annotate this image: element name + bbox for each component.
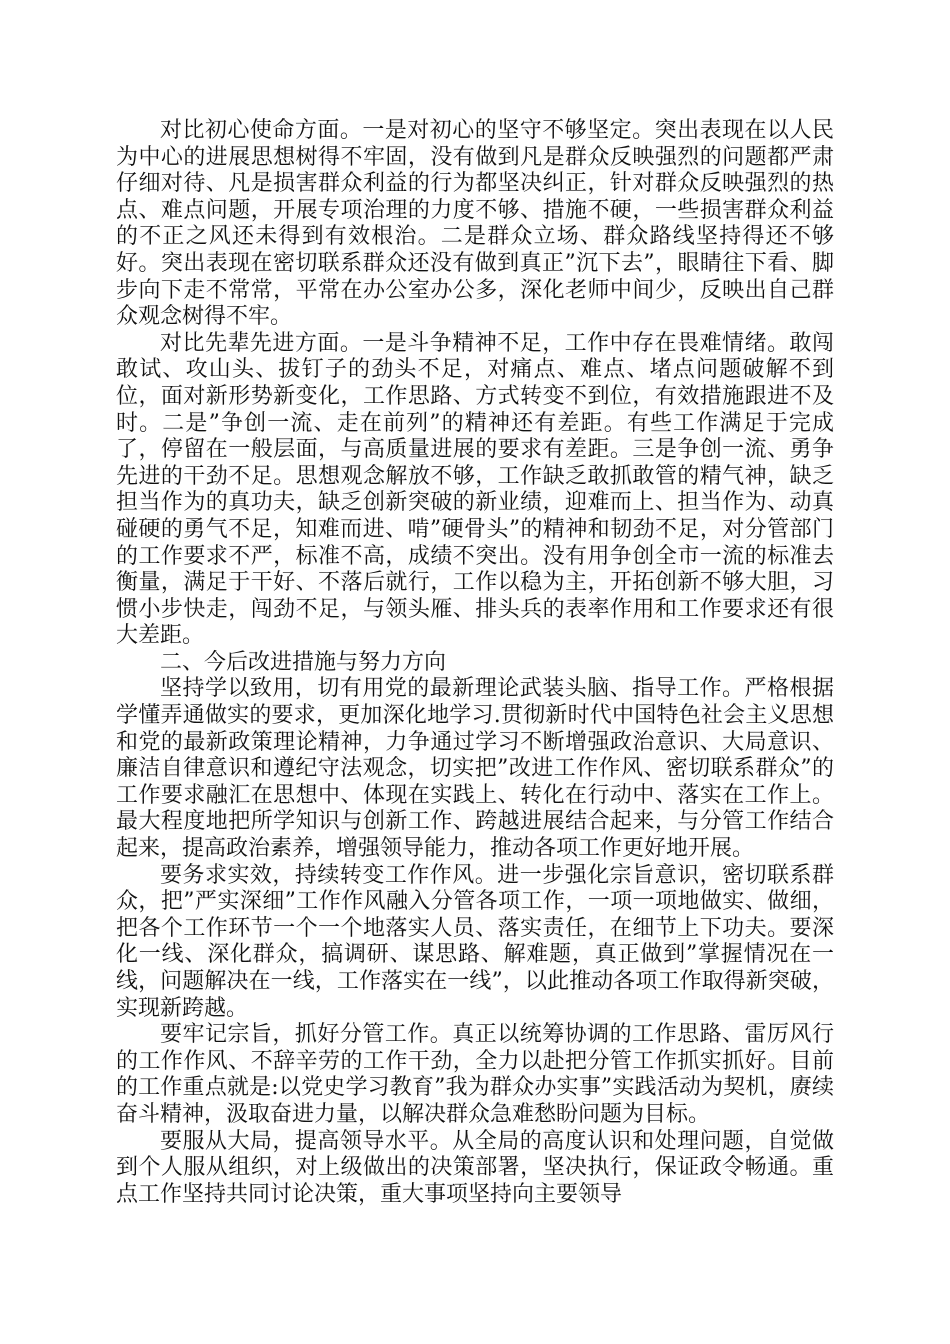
paragraph-purpose: 要牢记宗旨，抓好分管工作。真正以统筹协调的工作思路、雷厉风行的工作作风、不辞辛劳的工作干劲，全力以赴把分管工作抓实抓好。目前的工作重点就是:以党史学习教育”我为群众办实事”实践活动为契机，赓续奋斗精神，汲取奋进力量，以解决群众急难愁盼问题为目标。	[116, 1022, 834, 1127]
paragraph-study-theory: 坚持学以致用，切有用党的最新理论武装头脑、指导工作。严格根据学懂弄通做实的要求，更加深化地学习.贯彻新时代中国特色社会主义思想和党的最新政策理论精神，力争通过学习不断增强政治意识、大局意识、廉洁自律意识和遵纪守法观念，切实把”改进工作作风、密切联系群众”的工作要求融汇在思想中、体现在实践上、转化在行动中、落实在工作上。最大程度地把所学知识与创新工作、跨越进展结合起来，与分管工作结合起来，提高政治素养，增强领导能力，推动各项工作更好地开展。	[116, 676, 834, 862]
paragraph-predecessors: 对比先辈先进方面。一是斗争精神不足，工作中存在畏难情绪。敢闯敢试、攻山头、拔钉子的劲头不足，对痛点、难点、堵点问题破解不到位，面对新形势新变化，工作思路、方式转变不到位，有效措施跟进不及时。二是”争创一流、走在前列”的精神还有差距。有些工作满足于完成了，停留在一般层面，与高质量进展的要求有差距。三是争创一流、勇争先进的干劲不足。思想观念解放不够，工作缺乏敢抓敢管的精气神，缺乏担当作为的真功夫，缺乏创新突破的新业绩，迎难而上、担当作为、动真碰硬的勇气不足，知难而进、啃”硬骨头”的精神和韧劲不足，对分管部门的工作要求不严，标准不高，成绩不突出。没有用争创全市一流的标准去衡量，满足于干好、不落后就行，工作以稳为主，开拓创新不够大胆，习惯小步快走，闯劲不足，与领头雁、排头兵的表率作用和工作要求还有很大差距。	[116, 330, 834, 649]
paragraph-work-style: 要务求实效，持续转变工作作风。进一步强化宗旨意识，密切联系群众，把”严实深细”工作作风融入分管各项工作，一项一项地做实、做细，把各个工作环节一个一个地落实人员、落实责任，在细节上下功夫。要深化一线、深化群众，搞调研、谋思路、解难题，真正做到”掌握情况在一线，问题解决在一线，工作落实在一线”，以此推动各项工作取得新突破，实现新跨越。	[116, 862, 834, 1021]
paragraph-initial-mission: 对比初心使命方面。一是对初心的坚守不够坚定。突出表现在以人民为中心的进展思想树得不牢固，没有做到凡是群众反映强烈的问题都严肃仔细对待、凡是损害群众利益的行为都坚决纠正，针对群众反映强烈的热点、难点问题，开展专项治理的力度不够、措施不硬，一些损害群众利益的不正之风还未得到有效根治。二是群众立场、群众路线坚持得还不够好。突出表现在密切联系群众还没有做到真正”沉下去”，眼睛往下看、脚步向下走不常常，平常在办公室办公多，深化老师中间少，反映出自己群众观念树得不牢。	[116, 118, 834, 330]
document-page	[116, 118, 834, 1208]
section-heading: 二、今后改进措施与努力方向	[160, 649, 447, 675]
paragraph-overall-situation: 要服从大局，提高领导水平。从全局的高度认识和处理问题，自觉做到个人服从组织，对上级做出的决策部署，坚决执行，保证政令畅通。重点工作坚持共同讨论决策，重大事项坚持向主要领导	[116, 1128, 834, 1207]
